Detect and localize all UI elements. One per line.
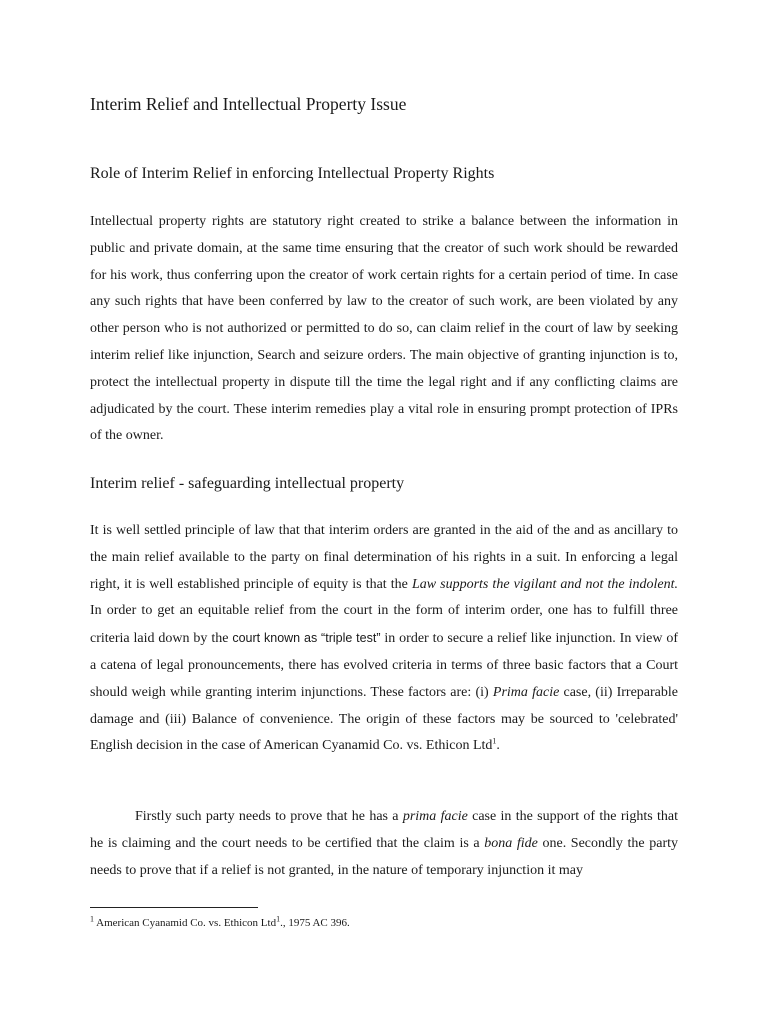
paragraph-ipr-intro: Intellectual property rights are statutory right created to strike a balance between the information in public and private domain, at the same time ensuring that the creator of such work should be rewarded for his work, thus conferring upon the creator of work certain rights for a certain period of time. In case any such rights that have been conferred by law to the creator of such work, are been violated by any other person who is not authorized or permitted to do so, can claim relief in the court of law by seeking interim relief like injunction, Search and seizure orders. The main objective of granting injunction is to, protect the intellectual property in dispute till the time the legal right and if any conflicting claims are adjudicated by the court. These interim remedies play a vital role in ensuring prompt protection of IPRs of the owner. <box>90 214 678 444</box>
text-run: case, (ii) Irreparable damage and (iii) Balance of convenience. The origin of these factors may be sourced to 'celebrated' English decision in the case of American Cyanamid Co. vs. Ethicon Ltd <box>90 684 678 754</box>
text-run: in order to secure a relief like injunction. In view of a catena of legal pronouncements, there has evolved criteria in terms of three basic factors that a Court should weigh while granting interim injunctions. These factors are: (i) <box>90 631 678 700</box>
footnote-text: ., 1975 AC 396. <box>280 917 350 929</box>
text-run: It is well settled principle of law that that interim orders are granted in the aid of the and as ancillary to the main relief available to the party on final determination of his rights in a suit. In enforcing a legal right, it is well established principle of equity is that the <box>90 523 678 592</box>
italic-prima-facie: Prima facie <box>492 684 560 700</box>
footnote-separator <box>90 907 258 908</box>
italic-maxim: Law supports the vigilant and not the indolent. <box>411 576 678 592</box>
footnote-reference: 1 <box>492 736 497 746</box>
paragraph-interim-orders <box>90 518 678 760</box>
triple-test-phrase: court known as “triple test” <box>232 631 381 646</box>
footnote-marker: 1 <box>90 914 94 924</box>
italic-prima-facie: prima facie <box>402 809 468 824</box>
footnote-inner-marker: 1 <box>276 914 281 924</box>
text-run: one. Secondly the party needs to prove that if a relief is not granted, in the nature of temporary injunction it may <box>90 835 679 878</box>
footnote-text: American Cyanamid Co. vs. Ethicon Ltd <box>94 917 277 929</box>
section-heading-safeguarding: Interim relief - safeguarding intellectual property <box>90 475 405 492</box>
text-run: In order to get an equitable relief from the court in the form of interim order, one has to fulfill three criteria laid down by the <box>90 603 678 647</box>
footnote <box>90 915 350 931</box>
document-title: Interim Relief and Intellectual Property Issue <box>90 94 407 114</box>
text-run: Firstly such party needs to prove that he has a <box>135 809 403 824</box>
paragraph-firstly <box>90 804 678 884</box>
section-heading-role-of-interim-relief: Role of Interim Relief in enforcing Intellectual Property Rights <box>90 165 495 182</box>
text-run: case in the support of the rights that he is claiming and the court needs to be certified that the claim is a <box>90 809 679 851</box>
italic-bona-fide: bona fide <box>484 835 538 851</box>
text-run: . <box>496 738 500 754</box>
